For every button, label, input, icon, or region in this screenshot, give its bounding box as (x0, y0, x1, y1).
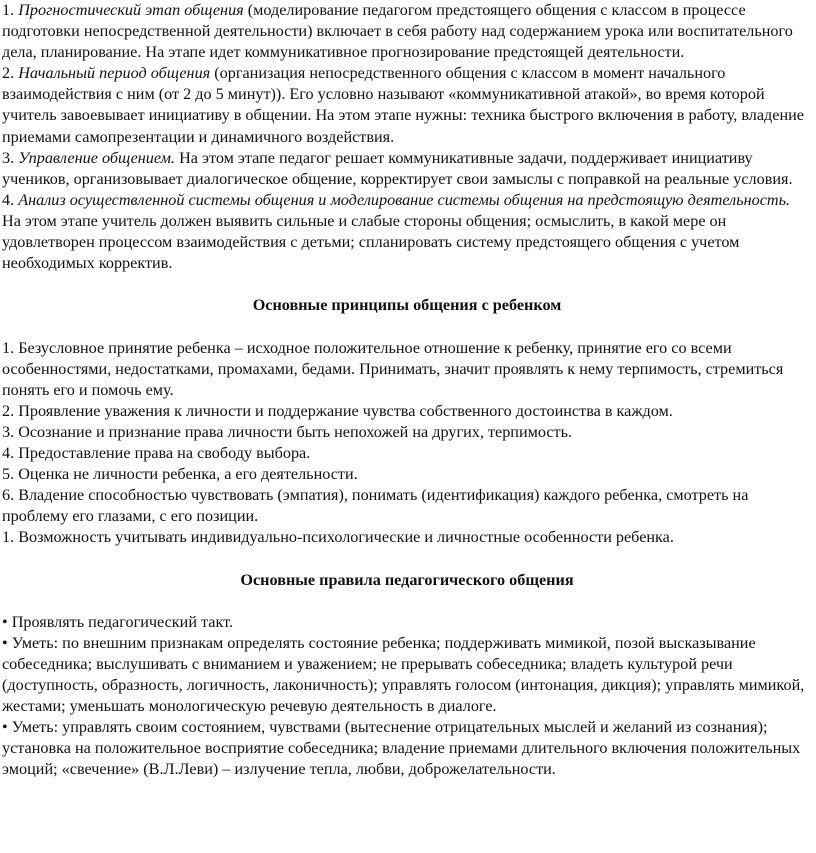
rule-item: • Уметь: управлять своим состоянием, чувствами (вытеснение отрицательных мыслей и желаний из сознания); установка на положительное восприятие собеседника; владение приемами длительного включения положительных эмоций; «свечение» (В.Л.Леви) – излучение тепла, любви, доброжелательности. (2, 718, 801, 779)
principle-item: 1. Безусловное принятие ребенка – исходное положительное отношение к ребенку, принятие его со всеми особенностями, недостатками, промахами, бедами. Принимать, значит проявлять к нему терпимость, стремиться понять его и помочь ему. (2, 338, 784, 399)
principle-item: 3. Осознание и признание права личности быть непохожей на других, терпимость. (2, 422, 573, 441)
principle-item: 2. Проявление уважения к личности и поддержание чувства собственного достоинства в каждом. (2, 401, 673, 420)
stage-number: 3. (2, 148, 15, 167)
stage-1 (2, 0, 812, 63)
rules-list (2, 612, 812, 781)
stage-text: На этом этапе педагог решает коммуникативные задачи, поддерживает инициативу учеников, организовывает диалогическое общение, корректирует свои замыслы с поправкой на реальные условия. (2, 148, 793, 188)
spacer (2, 274, 812, 295)
stage-text: (моделирование педагогом предстоящего общения с классом в процессе подготовки непосредственной деятельности) включает в себя работу над содержанием урока или воспитательного дела, планирование. На этапе идет коммуникативное прогнозирование предстоящей деятельности. (2, 1, 793, 62)
principle-item: 6. Владение способностью чувствовать (эмпатия), понимать (идентификация) каждого ребенка, смотреть на проблему его глазами, с его позиции. (2, 486, 749, 526)
principles-heading: Основные принципы общения с ребенком (252, 296, 562, 315)
stage-2 (2, 63, 812, 147)
rule-item: • Уметь: по внешним признакам определять состояние ребенка; поддерживать мимикой, позой высказывание собеседника; выслушивать с вниманием и уважением; не прерывать собеседника; владеть культурой речи (доступность, образность, логичность, лаконичность); управлять голосом (интонация, дикция); управлять мимикой, жестами; уменьшать монологическую речевую деятельность в диалоге. (2, 633, 805, 716)
stage-number: 4. (2, 190, 15, 209)
stage-title: Начальный период общения (18, 64, 211, 83)
rules-heading: Основные правила педагогического общения (240, 570, 574, 589)
principle-item: 5. Оценка не личности ребенка, а его деятельности. (2, 465, 358, 484)
stage-title: Управление общением. (18, 148, 176, 167)
spacer (2, 548, 812, 569)
stage-text: На этом этапе учитель должен выявить сильные и слабые стороны общения; осмыслить, в какой мере он удовлетворен процессом взаимодействия с детьми; спланировать систему предстоящего общения с учетом необходимых корректив. (2, 211, 740, 273)
stage-number: 2. (2, 64, 15, 83)
principle-item: 4. Предоставление права на свободу выбора. (2, 443, 311, 462)
stage-text: (организация непосредственного общения с классом в момент начального взаимодействия с ним (от 2 до 5 минут)). Его условно называют «коммуникативной атакой», во время которой учитель завоевывает инициативу в общении. На этом этапе нужны: техника быстрого включения в работу, владение приемами самопрезентации и динамичного воздействия. (2, 64, 804, 146)
principles-list (2, 338, 812, 549)
stage-title: Прогностический этап общения (18, 1, 244, 19)
stage-title: Анализ осуществленной системы общения и моделирование системы общения на предстоящую деятельность. (18, 190, 790, 209)
stage-3 (2, 148, 812, 190)
principle-item: 1. Возможность учитывать индивидуально-психологические и личностные особенности ребенка. (2, 528, 674, 547)
stage-number: 1. (2, 1, 15, 19)
spacer (2, 591, 812, 612)
spacer (2, 316, 812, 337)
stage-4 (2, 190, 812, 274)
rule-item: • Проявлять педагогический такт. (2, 612, 234, 631)
